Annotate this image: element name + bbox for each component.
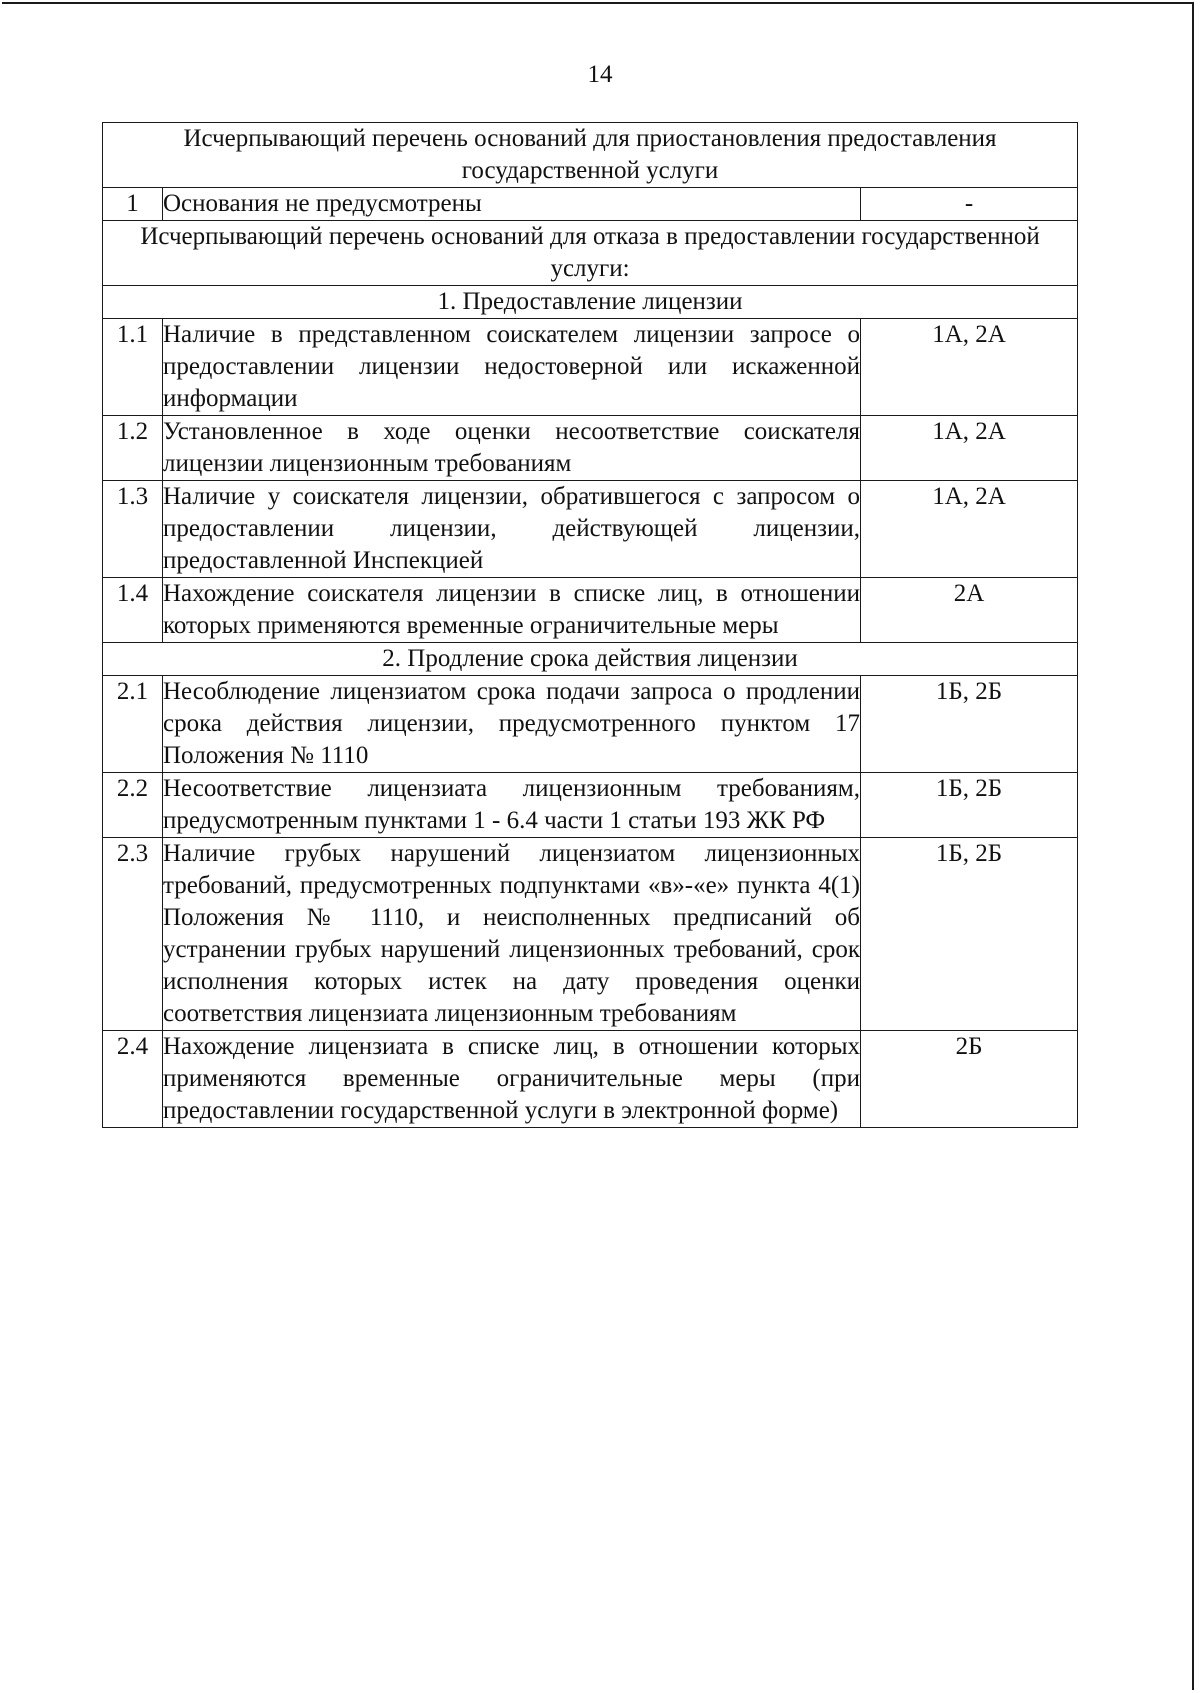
row-text: Наличие грубых нарушений лицензиатом лицензионных требований, предусмотренных подпунктами «в»-«е» пункта 4(1) Положения № 1110, и неисполненных предписаний об устранении грубых нарушений лицензионных требований, срок исполнения которых истек на дату проведения оценки соответствия лицензиата лицензионным требованиям [163,838,861,1031]
section-title-row [103,286,1078,319]
table-row [103,838,1078,1031]
section-title-row [103,643,1078,676]
table-row [103,578,1078,643]
row-code: 1Б, 2Б [861,773,1078,838]
row-number: 2.3 [103,838,163,1031]
row-code: 1Б, 2Б [861,838,1078,1031]
row-number: 1.4 [103,578,163,643]
row-text: Наличие у соискателя лицензии, обратившегося с запросом о предоставлении лицензии, действующей лицензии, предоставленной Инспекцией [163,481,861,578]
row-number: 2.2 [103,773,163,838]
row-number: 1.3 [103,481,163,578]
section-title: 2. Продление срока действия лицензии [103,643,1078,676]
refusal-header: Исчерпывающий перечень оснований для отказа в предоставлении государственной услуги: [103,221,1078,286]
refusal-header-row [103,221,1078,286]
row-text: Несоблюдение лицензиатом срока подачи запроса о продлении срока действия лицензии, предусмотренного пунктом 17 Положения № 1110 [163,676,861,773]
page-number: 14 [587,61,613,88]
row-text: Наличие в представленном соискателем лицензии запросе о предоставлении лицензии недостоверной или искаженной информации [163,319,861,416]
suspension-header-row [103,123,1078,188]
table-row [103,676,1078,773]
row-number: 1 [103,188,163,221]
row-code: 2А [861,578,1078,643]
grounds-table [102,122,1078,1128]
row-text: Нахождение соискателя лицензии в списке лиц, в отношении которых применяются временные ограничительные меры [163,578,861,643]
section-title: 1. Предоставление лицензии [103,286,1078,319]
row-code: 1А, 2А [861,481,1078,578]
table-row [103,773,1078,838]
row-text: Основания не предусмотрены [163,188,861,221]
row-text: Несоответствие лицензиата лицензионным требованиям, предусмотренным пунктами 1 - 6.4 части 1 статьи 193 ЖК РФ [163,773,861,838]
table-row [103,188,1078,221]
row-code: 1Б, 2Б [861,676,1078,773]
row-number: 2.4 [103,1031,163,1128]
row-code: 1А, 2А [861,416,1078,481]
row-code: 2Б [861,1031,1078,1128]
table-row [103,319,1078,416]
row-text: Нахождение лицензиата в списке лиц, в отношении которых применяются временные ограничительные меры (при предоставлении государственной услуги в электронной форме) [163,1031,861,1128]
table-row [103,1031,1078,1128]
row-text: Установленное в ходе оценки несоответствие соискателя лицензии лицензионным требованиям [163,416,861,481]
table-row [103,416,1078,481]
row-number: 1.2 [103,416,163,481]
row-number: 2.1 [103,676,163,773]
row-number: 1.1 [103,319,163,416]
row-code: 1А, 2А [861,319,1078,416]
table-row [103,481,1078,578]
suspension-header: Исчерпывающий перечень оснований для приостановления предоставления государственной услуги [103,123,1078,188]
row-code: - [861,188,1078,221]
